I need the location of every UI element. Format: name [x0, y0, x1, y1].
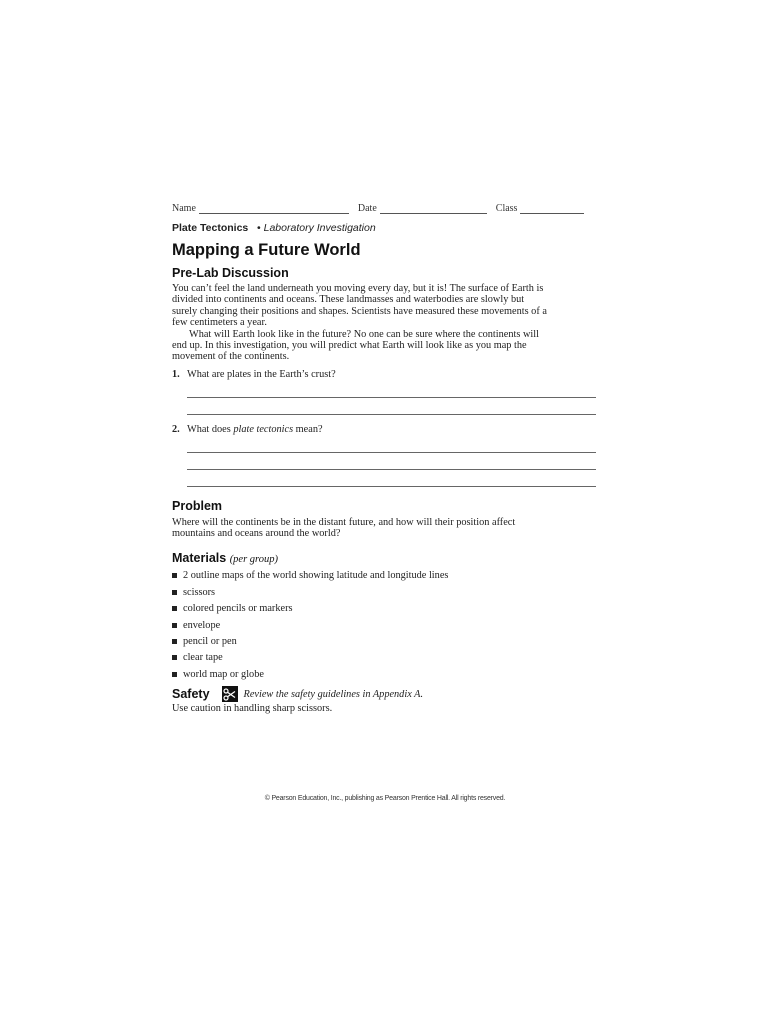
- square-bullet-icon: [172, 623, 177, 628]
- materials-heading: [172, 551, 596, 565]
- copyright-footer: © Pearson Education, Inc., publishing as Pearson Prentice Hall. All rights reserved.: [264, 795, 506, 802]
- question-text-italic: plate tectonics: [233, 423, 294, 435]
- material-text: pencil or pen: [183, 635, 237, 647]
- square-bullet-icon: [172, 672, 177, 677]
- question-number: 2.: [172, 423, 180, 435]
- section-kicker: [172, 222, 596, 234]
- date-field-line[interactable]: [380, 203, 487, 214]
- investigation-type: Laboratory Investigation: [263, 222, 376, 234]
- prelab-heading: Pre-Lab Discussion: [172, 266, 289, 280]
- scissors-icon: [222, 686, 238, 702]
- topic-label: Plate Tectonics: [172, 222, 249, 234]
- safety-note: Review the safety guidelines in Appendix A.: [243, 688, 424, 700]
- student-info-row: [172, 198, 596, 214]
- materials-subtitle: (per group): [229, 553, 278, 565]
- list-item: [172, 600, 596, 616]
- list-item: [172, 650, 596, 666]
- question-1: [172, 369, 596, 380]
- answer-line[interactable]: [187, 380, 596, 398]
- square-bullet-icon: [172, 606, 177, 611]
- prelab-paragraph-2: What will Earth look like in the future? No one can be sure where the continents will end up. In this investigation, you will predict what Earth will look like as you map the movement of the continents.: [172, 328, 539, 363]
- answer-line[interactable]: [187, 470, 596, 487]
- question-number: 1.: [172, 368, 180, 380]
- safety-heading: Safety: [172, 687, 210, 702]
- answer-line[interactable]: [187, 435, 596, 453]
- material-text: envelope: [183, 619, 221, 631]
- list-item: [172, 568, 596, 584]
- materials-list: [172, 568, 596, 683]
- square-bullet-icon: [172, 573, 177, 578]
- class-label: Class: [495, 203, 518, 214]
- worksheet-page: [172, 198, 596, 714]
- material-text: 2 outline maps of the world showing latitude and longitude lines: [183, 570, 449, 582]
- square-bullet-icon: [172, 639, 177, 644]
- list-item: [172, 617, 596, 633]
- question-text: What are plates in the Earth’s crust?: [187, 368, 336, 380]
- name-field-line[interactable]: [199, 203, 349, 214]
- list-item: [172, 584, 596, 600]
- date-label: Date: [357, 203, 377, 214]
- question-text-after: mean?: [295, 423, 323, 435]
- problem-heading: Problem: [172, 498, 223, 513]
- problem-text: Where will the continents be in the distant future, and how will their position affect mountains and oceans around the world?: [172, 516, 516, 540]
- question-2: [172, 424, 596, 435]
- square-bullet-icon: [172, 655, 177, 660]
- class-field-line[interactable]: [520, 203, 584, 214]
- name-label: Name: [172, 203, 196, 214]
- list-item: [172, 666, 596, 682]
- list-item: [172, 633, 596, 649]
- safety-row: [172, 686, 596, 702]
- prelab-paragraph-1: You can’t feel the land underneath you moving every day, but it is! The surface of Earth is divided into continents and oceans. These landmasses and waterbodies are slowly but surely changing their positions and shapes. Scientists have measured these movements of a few centimeters a year.: [172, 283, 547, 329]
- square-bullet-icon: [172, 590, 177, 595]
- kicker-bullet: •: [257, 222, 261, 234]
- material-text: world map or globe: [183, 668, 264, 680]
- page-title: Mapping a Future World: [172, 241, 361, 259]
- material-text: clear tape: [183, 652, 223, 664]
- material-text: scissors: [183, 586, 216, 598]
- materials-title: Materials: [172, 550, 227, 565]
- answer-line[interactable]: [187, 453, 596, 470]
- question-text-before: What does: [187, 423, 231, 435]
- material-text: colored pencils or markers: [183, 603, 293, 615]
- answer-line[interactable]: [187, 398, 596, 415]
- safety-caution: Use caution in handling sharp scissors.: [172, 703, 333, 715]
